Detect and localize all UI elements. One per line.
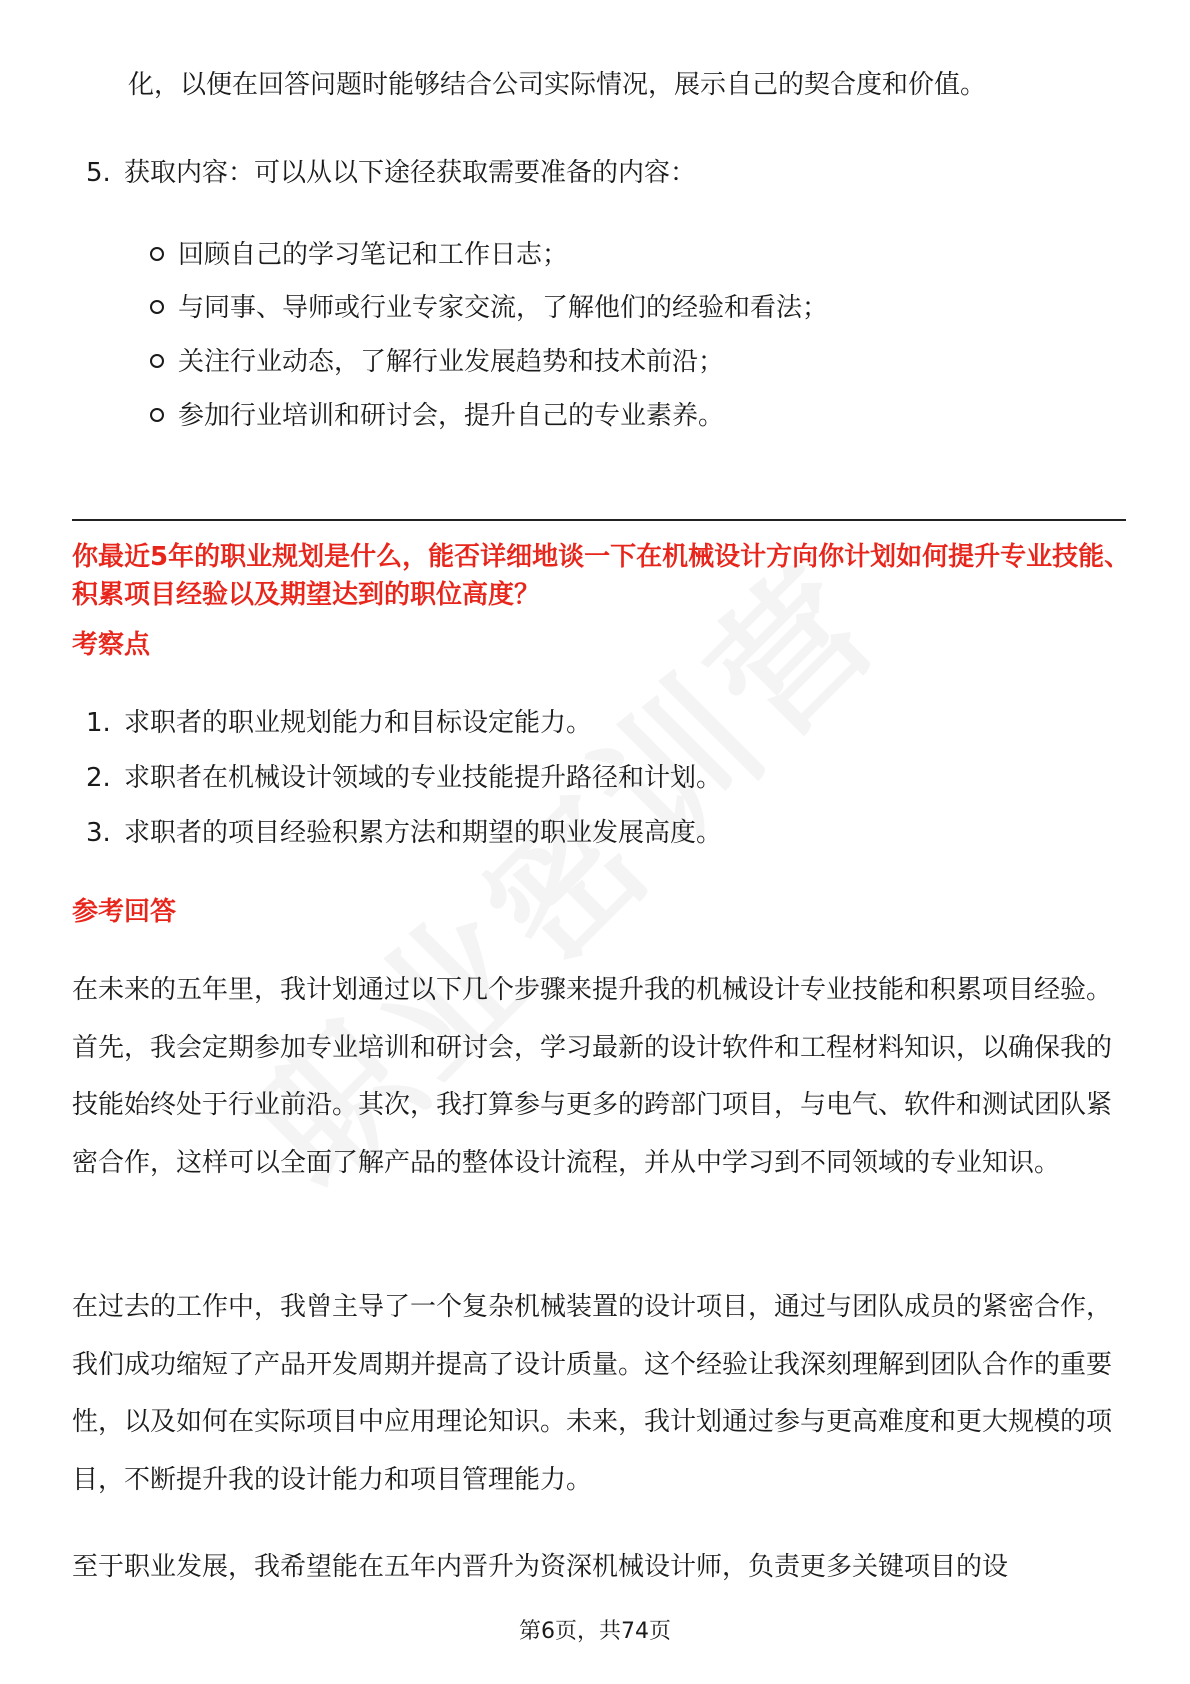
- bullet-item: [150, 291, 828, 325]
- answer-paragraph: 至于职业发展，我希望能在五年内晋升为资深机械设计师，负责更多关键项目的设: [72, 1552, 1009, 1582]
- assessment-item: [86, 816, 722, 850]
- list-item-text: 求职者在机械设计领域的专业技能提升路径和计划。: [124, 763, 723, 793]
- section-divider: [72, 519, 1126, 521]
- list-item-text: 获取内容：可以从以下途径获取需要准备的内容：: [124, 158, 697, 188]
- list-number: 3.: [86, 818, 111, 848]
- answer-paragraph: 在过去的工作中，我曾主导了一个复杂机械装置的设计项目，通过与团队成员的紧密合作，我们成功缩短了产品开发周期并提高了设计质量。这个经验让我深刻理解到团队合作的重要性，以及如何在实际项目中应用理论知识。未来，我计划通过参与更高难度和更大规模的项目，不断提升我的设计能力和项目管理能力。: [72, 1292, 1113, 1495]
- question-heading: 你最近5年的职业规划是什么，能否详细地谈一下在机械设计方向你计划如何提升专业技能、积累项目经验以及期望达到的职位高度？: [72, 542, 1131, 610]
- bullet-text: 与同事、导师或行业专家交流，了解他们的经验和看法；: [178, 293, 829, 323]
- answer-paragraph: 在未来的五年里，我计划通过以下几个步骤来提升我的机械设计专业技能和积累项目经验。首先，我会定期参加专业培训和研讨会，学习最新的设计软件和工程材料知识，以确保我的技能始终处于行业前沿。其次，我打算参与更多的跨部门项目，与电气、软件和测试团队紧密合作，这样可以全面了解产品的整体设计流程，并从中学习到不同领域的专业知识。: [72, 975, 1113, 1178]
- bullet-circle-icon: [150, 300, 164, 314]
- bullet-circle-icon: [150, 354, 164, 368]
- list-number: 5.: [86, 158, 111, 188]
- list-item-text: 求职者的项目经验积累方法和期望的职业发展高度。: [124, 818, 723, 848]
- list-item-text: 求职者的职业规划能力和目标设定能力。: [124, 708, 593, 738]
- bullet-item: [150, 399, 724, 433]
- list-number: 1.: [86, 708, 111, 738]
- bullet-item: [150, 238, 568, 272]
- bullet-circle-icon: [150, 247, 164, 261]
- bullet-text: 回顾自己的学习笔记和工作日志；: [178, 240, 569, 270]
- bullet-text: 参加行业培训和研讨会，提升自己的专业素养。: [178, 401, 725, 431]
- answer-label: 参考回答: [72, 897, 177, 927]
- continued-line: 化，以便在回答问题时能够结合公司实际情况，展示自己的契合度和价值。: [128, 70, 987, 100]
- page-footer: 第6页，共74页: [519, 1619, 671, 1644]
- bullet-item: [150, 345, 724, 379]
- bullet-text: 关注行业动态，了解行业发展趋势和技术前沿；: [178, 347, 725, 377]
- assessment-item: [86, 706, 592, 740]
- list-item-5: [86, 156, 696, 190]
- list-number: 2.: [86, 763, 111, 793]
- assessment-label: 考察点: [72, 630, 151, 660]
- assessment-item: [86, 761, 722, 795]
- bullet-circle-icon: [150, 408, 164, 422]
